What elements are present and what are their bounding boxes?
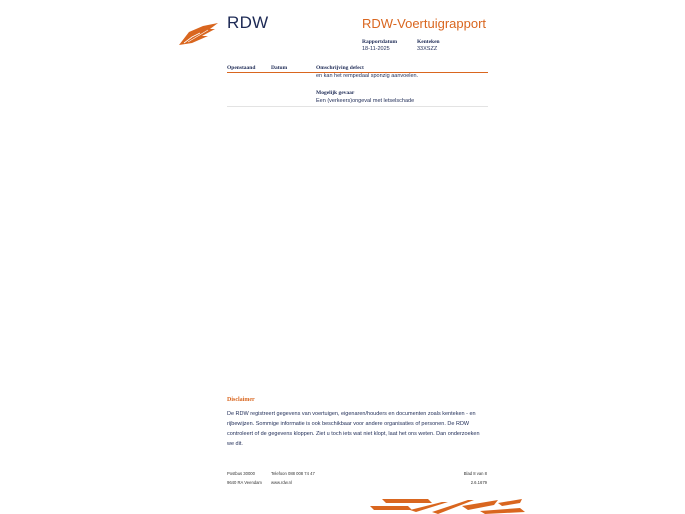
disclaimer-title: Disclaimer (227, 397, 255, 403)
column-header-datum: Datum (271, 65, 288, 71)
rdw-stripes-icon (370, 496, 525, 514)
disclaimer-line: rijbewijzen. Sommige informatie is ook beschikbaar voor andere organisaties of personen. De RDW (227, 421, 470, 427)
plate-label: Kenteken (417, 39, 440, 45)
column-header-openstaand: Openstaand (227, 65, 256, 71)
danger-label: Mogelijk gevaar (316, 90, 355, 96)
disclaimer-line: controleert of de gegevens kloppen. Ziet u toch iets wat niet klopt, laat het ons weten. Dan onderzoeken (227, 431, 480, 437)
plate-value: 33XSZZ (417, 46, 438, 52)
footer-website[interactable]: www.rdw.nl (271, 480, 292, 485)
disclaimer-line: De RDW registreert gegevens van voertuigen, eigenaren/houders en documenten zoals kenteken - en (227, 411, 476, 417)
disclaimer-line: we dit. (227, 441, 243, 447)
report-date-label: Rapportdatum (362, 39, 398, 45)
footer-code: 2.6.1679 (470, 480, 487, 485)
footer-city: 9640 RA Veendam (227, 480, 262, 485)
footer-postbus: Postbus 30000 (227, 471, 255, 476)
report-date-value: 18-11-2025 (362, 46, 390, 52)
rdw-wing-icon (178, 21, 220, 47)
report-title: RDW-Voertuigrapport (362, 16, 487, 31)
disclaimer-body (227, 409, 483, 449)
footer-phone: Telefoon 088 008 74 47 (271, 471, 315, 476)
row-divider (227, 106, 488, 107)
footer-page-number: Blad 8 van 8 (463, 471, 487, 476)
column-header-omschrijving: Omschrijving defect (316, 65, 364, 71)
logo-text: RDW (227, 13, 269, 32)
danger-description: Een (verkeers)ongeval met letselschade (316, 98, 415, 104)
defect-description: en kan het rempedaal sponzig aanvoelen. (316, 73, 419, 79)
